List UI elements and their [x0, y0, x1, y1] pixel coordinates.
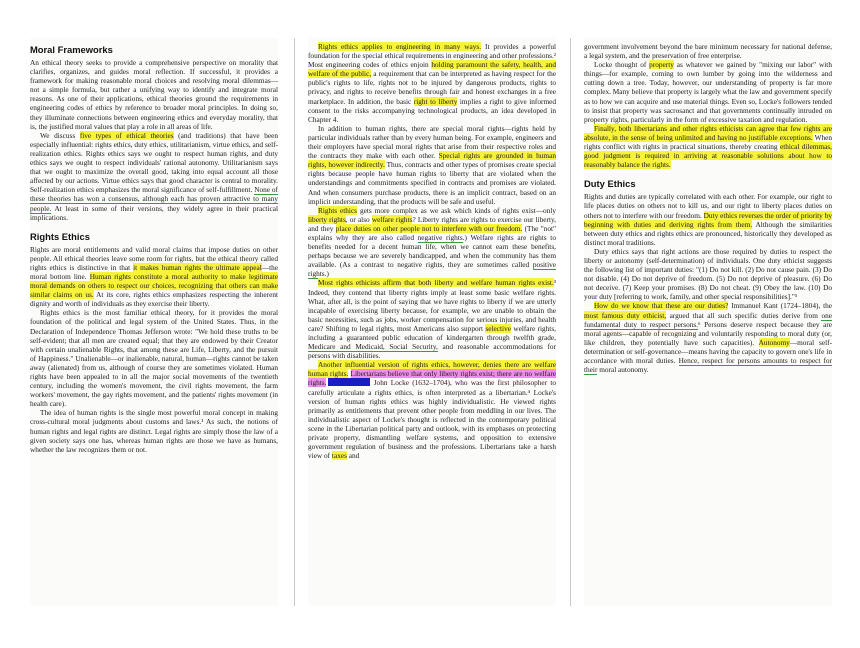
underline-annotation[interactable]: negative rights — [417, 232, 463, 242]
highlight[interactable]: liberty rights — [308, 214, 346, 224]
underline-annotation[interactable]: Hence, respect for persons amounts to respect for their — [584, 356, 832, 375]
underline-annotation[interactable]: positive rights. — [308, 260, 556, 279]
underline-annotation[interactable]: None of these theories has won a consensus, although each has proven attractive to many people. — [30, 185, 278, 213]
underline-annotation[interactable]: one fundamental duty to respect persons. — [584, 310, 832, 329]
paragraph: Duty ethics says that right actions are those required by duties to respect the liberty or autonomy (self-determination) of individuals. One duty ethicist suggests the following list of important duties: "(1) Do not kill. (2) Do not cause pain. (3) Do not disable. (4) Do not deprive of freedom. (5) Do not deprive of pleasure. (6) Do not deceive. (7) Keep your promises. (8) Do not cheat. (9) Obey the law. (10) Do your duty [referring to work, family, and other special responsibilities]."⁵ — [584, 246, 832, 302]
paragraph: Most rights ethicists affirm that both liberty and welfare human rights exist.³ Indeed, they contend that liberty rights imply at least some basic welfare rights. What, after all, is the point of saying that we have rights to liberty if we are utterly incapable of exercising liberty because, for example, we are unable to obtain the basic necessities, such as jobs, worker compensation for serious injuries, and health care? Shifting to legal rights, most Americans also support selective welfare rights, including a guaranteed public education of kindergarten through twelfth grade, Medicare and Medicaid, Social Security, and reasonable accommodations for persons with disabilities. — [308, 278, 556, 361]
paragraph: Finally, both libertarians and other rights ethicists can agree that few rights are absolute, in the sense of being unlimited and having no justifiable exceptions. When rights conflict with rights in practical situations, thereby creating ethical dilemmas, good judgment is required in arriving at reasonable solutions about how to reasonably balance the rights. — [584, 123, 832, 170]
paragraph: Rights ethics is the most familiar ethical theory, for it provides the moral foundation of the political and legal system of the United States. Thus, in the Declaration of Independence Thomas Jefferson wrote: "We hold these truths to be self-evident; that all men are created equal; that they are endowed by their Creator with certain unalienable Rights, that among these are Life, Liberty, and the pursuit of Happiness." Unalienable—or inalienable, natural, human—rights cannot be taken away (alienated) from us, although of course they are sometimes violated. Human rights have been appealed to in all the major social movements of the twentieth century, including the women's movement, the civil rights movement, the farm workers' movement, the gay rights movement, and the patients' rights movement (in health care). — [30, 308, 278, 409]
highlight[interactable]: Rights ethics applies to engineering in many ways. — [318, 42, 482, 51]
highlight[interactable]: Rights ethics — [318, 205, 358, 215]
paragraph: In addition to human rights, there are special moral rights—rights held by particular individuals rather than by every human being. For example, engineers and their employers have special moral rights that arise from their respective roles and the contracts they make with each other. Special rights are grounded in human rights, however indirectly. Thus, contracts and other types of promises create special rights because people have human rights to liberty that are violated when the understandings and commitments specified in contracts and promises are violated. And when consumers purchase products, there is an implicit contract, based on an implicit understanding, that the products will be safe and useful. — [308, 123, 556, 206]
paragraph: Rights and duties are typically correlated with each other. For example, our right to life places duties on others not to kill us, and our right to liberty places duties on others not to interfere with our freedom. Duty ethics reverses the order of priority by beginning with duties and deriving rights from them. Although the similarities between duty ethics and rights ethics are pronounced, historically they developed as distinct moral traditions. — [584, 192, 832, 247]
highlight[interactable]: Most rights ethicists affirm that both liberty and welfare human rights exist. — [318, 278, 554, 288]
highlight[interactable]: five types of ethical theories — [79, 130, 174, 140]
heading-moral-frameworks: Moral Frameworks — [30, 44, 113, 55]
column-divider — [570, 38, 571, 606]
highlight[interactable]: right to liberty — [413, 96, 458, 106]
paragraph: government involvement beyond the bare minimum necessary for national defense, a legal system, and the preservation of free enterprise. — [584, 42, 832, 61]
heading-duty-ethics: Duty Ethics — [584, 178, 636, 190]
highlight[interactable]: Special rights are grounded in human rights, however indirectly. — [308, 151, 556, 170]
highlight[interactable]: taxes — [331, 451, 347, 461]
paragraph: The idea of human rights is the single most powerful moral concept in making cross-cultural moral judgments about customs and laws.¹ As such, the notions of human rights and legal rights are distinct. Legal rights are simply those the law of a given society says one has, whereas human rights are those we have as humans, whether the law recognizes them or not. — [30, 408, 278, 454]
highlight[interactable]: it makes human rights the ultimate appeal — [133, 262, 262, 272]
heading-rights-ethics: Rights Ethics — [30, 230, 90, 242]
page-middle — [308, 38, 556, 606]
highlight[interactable]: Another influential version of rights ethics, however, denies there are welfare human rights. — [308, 360, 556, 379]
paragraph: An ethical theory seeks to provide a comprehensive perspective on morality that clarifies, organizes, and guides moral reflection. If successful, it provides a framework for making reasonable moral choices and resolving moral dilemmas—not a simple formula, but rather a unifying way to identify and integrate moral reasons. As one of their applications, ethical theories ground the requirements in engineering codes of ethics by reference to broader moral principles. In doing so, they illuminate connections between engineering ethics and everyday morality, that is, the justified moral values that play a role in all areas of life. — [30, 58, 278, 131]
highlight[interactable]: Autonomy — [758, 337, 790, 347]
highlight[interactable]: most famous duty ethicist, — [584, 310, 667, 320]
paragraph: We discuss five types of ethical theories (and traditions) that have been especially influential: rights ethics, duty ethics, utilitarianism, virtue ethics, and self-realization ethics. Rights ethics says we ought to respect human rights, and duty ethics says we ought to respect individuals' rational autonomy. Utilitarianism says that we ought to maximize the overall good, taking into equal account all those affected by our actions. Virtue ethics says that good character is central to morality. Self-realization ethics emphasizes the moral significance of self-fulfillment. None of these theories has won a consensus, although each has proven attractive to many people. At least in some of their versions, they widely agree in their practical implications. — [30, 130, 278, 222]
paragraph: Locke thought of property as whatever we gained by "mixing our labor" with things—for example, coming to own lumber by going into the wilderness and cutting down a tree. Today, however, our understanding of property is far more complex. Many believe that property is largely what the law and government specify as to how we can acquire and use material things. Even so, Locke's followers tended to insist that property was sacrosanct and that governments continually intruded on property rights, particularly in the form of excessive taxation and regulation. — [584, 60, 832, 124]
highlight[interactable]: Duty ethics reverses the order of priority by beginning with duties and deriving rights from them. — [584, 210, 832, 229]
paragraph: Rights ethics applies to engineering in many ways. It provides a powerful foundation for the special ethical requirements in engineering and other professions.² Most engineering codes of ethics enjoin holding paramount the safety, health, and welfare of the public, a requirement that can be interpreted as having respect for the public's rights to life, rights not to be injured by dangerous products, rights to privacy, and rights to receive benefits through fair and honest exchanges in a free marketplace. In addition, the basic right to liberty implies a right to give informed consent to the risks accompanying technological products, an idea developed in Chapter 4. — [308, 42, 556, 124]
highlight[interactable]: property — [649, 60, 674, 70]
highlight[interactable]: ethical dilemmas, good judgment is required in arriving at reasonable solutions about how to reasonably balance the rights. — [584, 142, 832, 170]
highlight[interactable]: Finally, both libertarians and other rights ethicists can agree that few rights are absolute, in the sense of being unlimited and having no justifiable exceptions. — [584, 123, 832, 142]
highlight[interactable]: place duties on other people not to interfere with our freedom. — [335, 223, 523, 233]
highlight[interactable]: welfare rights — [371, 214, 413, 224]
underline-annotation[interactable]: Medicare and Medicaid, Social Security, — [308, 342, 438, 352]
highlight[interactable]: holding paramount the safety, health, and welfare of the public, — [308, 60, 556, 79]
pink-highlight[interactable]: Libertarians believe that only liberty rights exist; there are no welfare rights. — [308, 369, 556, 388]
page-left — [30, 38, 278, 606]
highlight[interactable]: How do we know that these are our duties? — [594, 301, 729, 311]
paragraph: Rights ethics gets more complex as we ask which kinds of rights exist—only liberty rights, or also welfare rights? Liberty rights are rights to exercise our liberty, and they place duties on other people not to interfere with our freedom. (The "not" explains why they are also called negative rights.) Welfare rights are rights to benefits needed for a decent human life, when we cannot earn these benefits, perhaps because we are severely handicapped, and when the community has them available. (As a contrast to negative rights, they are sometimes called positive rights.) — [308, 205, 556, 279]
redaction-box — [328, 378, 370, 386]
paragraph: Rights are moral entitlements and valid moral claims that impose duties on other people. All ethical theories leave some room for rights, but the ethical theory called rights ethics is distinctive in that it makes human rights the ultimate appeal—the moral bottom line. Human rights constitute a moral authority to make legitimate moral demands on others to respect our choices, recognizing that others can make similar claims on us. At its core, rights ethics emphasizes respecting the inherent dignity and worth of individuals as they exercise their liberty. — [30, 244, 278, 309]
highlight[interactable]: Human rights constitute a moral authority to make legitimate moral demands on others to respect our choices, recognizing that others can make similar claims on us. — [30, 271, 278, 300]
paragraph: How do we know that these are our duties? Immanuel Kant (1724–1804), the most famous duty ethicist, argued that all such specific duties derive from one fundamental duty to respect persons.⁶ Persons deserve respect because they are moral agents—capable of recognizing and voluntarily responding to moral duty (or, like children, they potentially have such capacities). Autonomy—moral self-determination or self-governance—means having the capacity to govern one's life in accordance with moral duties. Hence, respect for persons amounts to respect for their moral autonomy. — [584, 301, 832, 375]
page-right — [584, 38, 832, 606]
highlight[interactable]: selective — [485, 323, 511, 333]
column-divider — [294, 38, 295, 606]
paragraph: Another influential version of rights ethics, however, denies there are welfare human rights. Libertarians believe that only liberty rights exist; there are no welfare rights. John Locke (1632–1704), who was the first philosopher to carefully articulate a rights ethics, is often interpreted as a libertarian.⁴ Locke's version of human rights ethics was highly individualistic. He viewed rights primarily as entitlements that prevent other people from meddling in our lives. The individualistic aspect of Locke's thought is reflected in the contemporary political scene in the Libertarian political party and outlook, with its emphases on protecting private property, dismantling welfare systems, and opposition to extensive government regulation of business and the professions. Libertarians take a harsh view of taxes and — [308, 360, 556, 461]
